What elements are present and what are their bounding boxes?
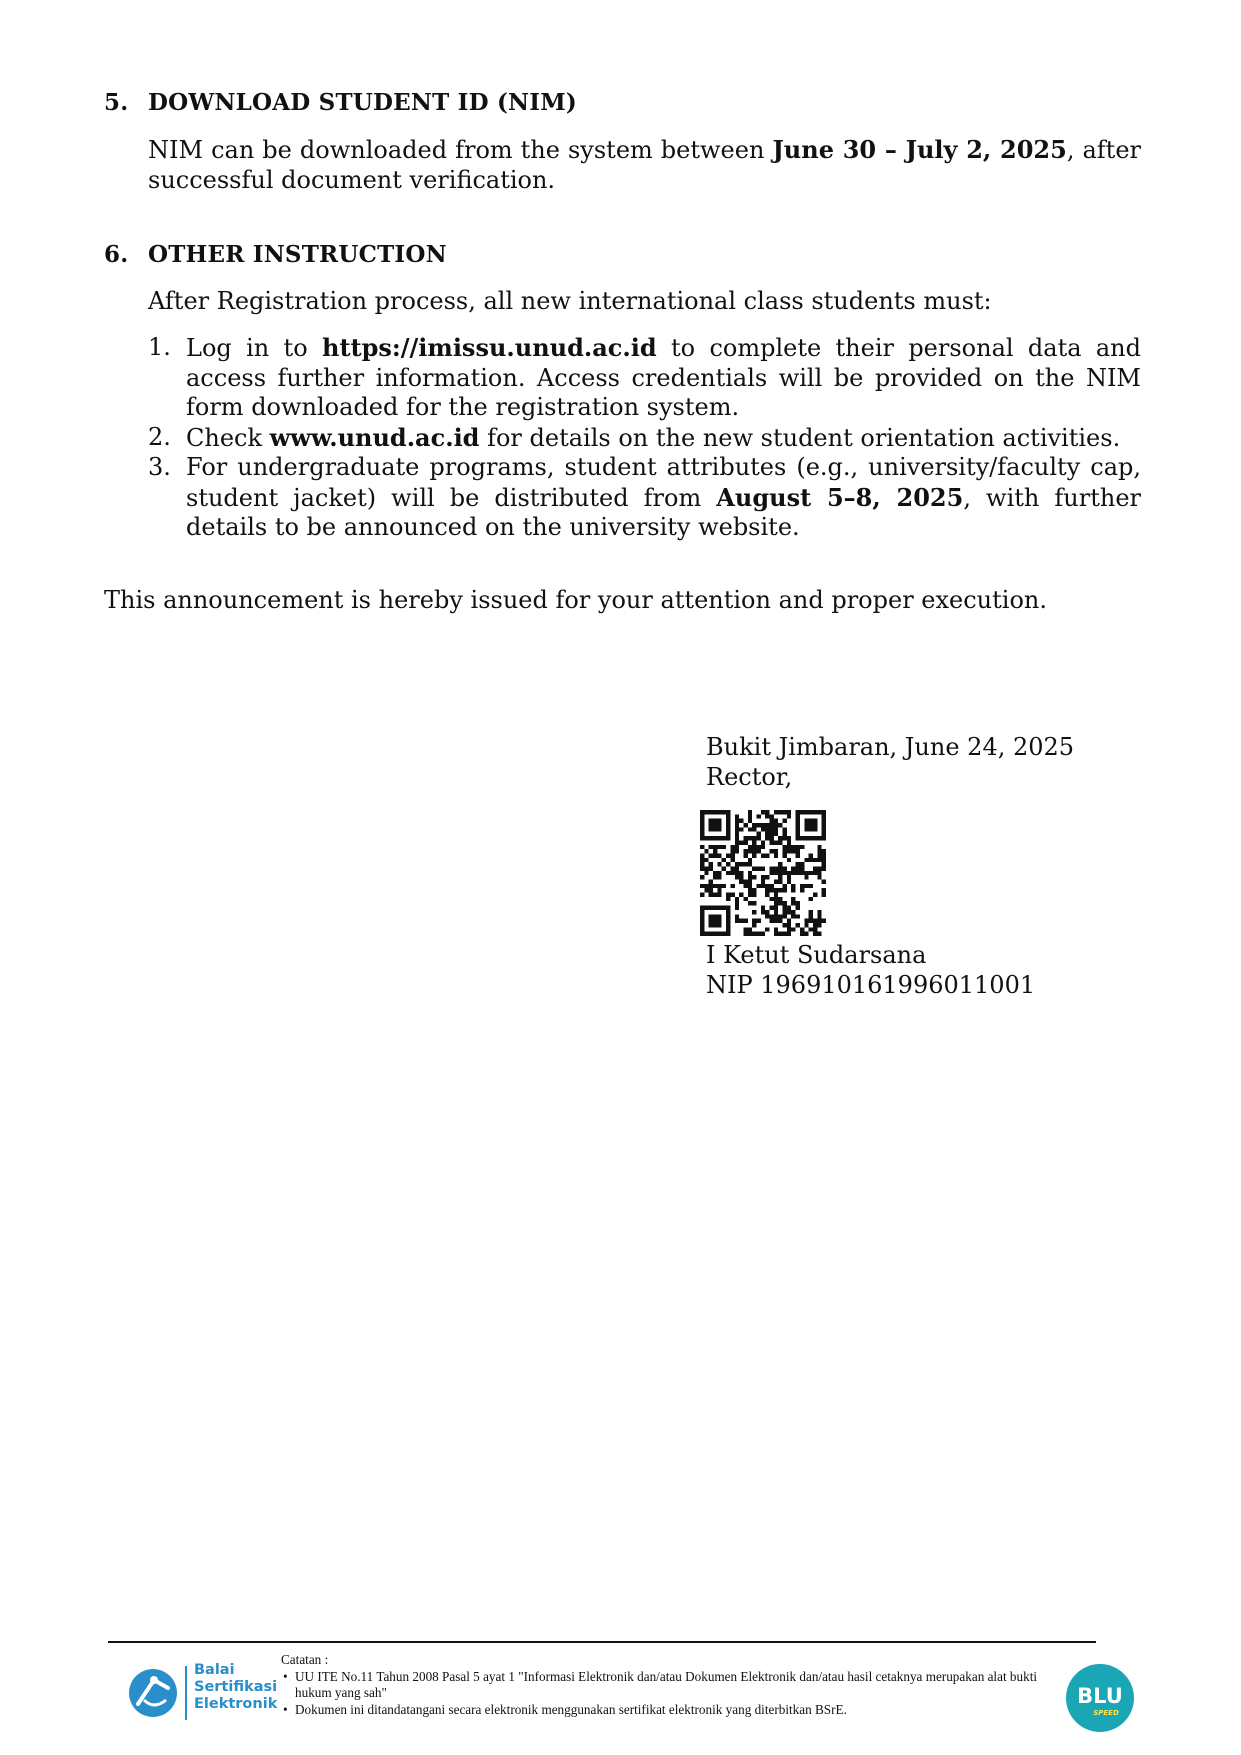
unud-link: www.unud.ac.id [269,422,480,452]
section-5-number: 5. [104,89,129,116]
list-item-text: For undergraduate programs, student attributes (e.g., university/faculty cap, student jacket) will be distributed from [186,453,1141,512]
list-item-text: Log in to [186,334,322,362]
closing-statement: This announcement is hereby issued for your attention and proper execution. [104,586,1047,614]
list-item [148,423,1141,454]
list-item [148,333,1141,423]
qr-code-icon [700,810,826,936]
bsre-logo-line: Elektronik [194,1696,278,1712]
list-item-text: Check [186,423,270,452]
notes-title: Catatan : [281,1652,329,1667]
section-5-text: NIM can be downloaded from the system between [148,136,773,164]
signature-position: Rector, [706,763,793,791]
section-5-title: DOWNLOAD STUDENT ID (NIM) [148,89,577,116]
footer-divider [108,1641,1096,1643]
blu-speed-logo-icon [1064,1662,1136,1734]
list-item-number: 2. [148,422,171,451]
section-5-heading [104,89,577,116]
section-6-title: OTHER INSTRUCTION [148,241,447,268]
note-item: • UU ITE No.11 Tahun 2008 Pasal 5 ayat 1 "Informasi Elektronik dan/atau Dokumen Elektronik dan/atau hasil cetaknya merupakan alat bukti hukum yang sah" [281,1669,1061,1702]
section-5-text-after: , after successful document verification. [148,136,1141,194]
list-item-text-after: to complete their personal data and access further information. Access credentials will be provided on the NIM form downloaded for the registration system. [186,334,1141,421]
distribution-date: August 5–8, 2025 [716,482,964,512]
bsre-logo-line: Sertifikasi [194,1679,278,1695]
list-item-text-after: , with further details to be announced on the university website. [186,483,1141,541]
footer-notes [281,1652,1061,1718]
blu-logo-text: BLU [1077,1684,1123,1708]
bsre-logo-line: Balai [194,1662,235,1678]
list-item-text-after: for details on the new student orientation activities. [479,423,1121,452]
signature-place-date: Bukit Jimbaran, June 24, 2025 [706,733,1075,761]
section-5-date: June 30 – July 2, 2025 [772,135,1067,164]
section-6-intro: After Registration process, all new international class students must: [148,287,992,315]
imissu-link: https://imissu.unud.ac.id [322,333,657,362]
signatory-name: I Ketut Sudarsana [706,941,927,969]
section-6-heading [104,241,447,268]
signatory-nip: NIP 196910161996011001 [706,971,1036,999]
section-5-paragraph [148,135,1141,195]
list-item [148,453,1141,543]
note-item: • Dokumen ini ditandatangani secara elektronik menggunakan sertifikat elektronik yang diterbitkan BSrE. [281,1702,1061,1719]
section-6-number: 6. [104,241,129,268]
instruction-list [148,333,1141,543]
blu-logo-sub: SPEED [1093,1709,1119,1717]
list-item-number: 3. [148,453,171,481]
bsre-logo-text [194,1662,277,1713]
list-item-number: 1. [148,333,171,361]
